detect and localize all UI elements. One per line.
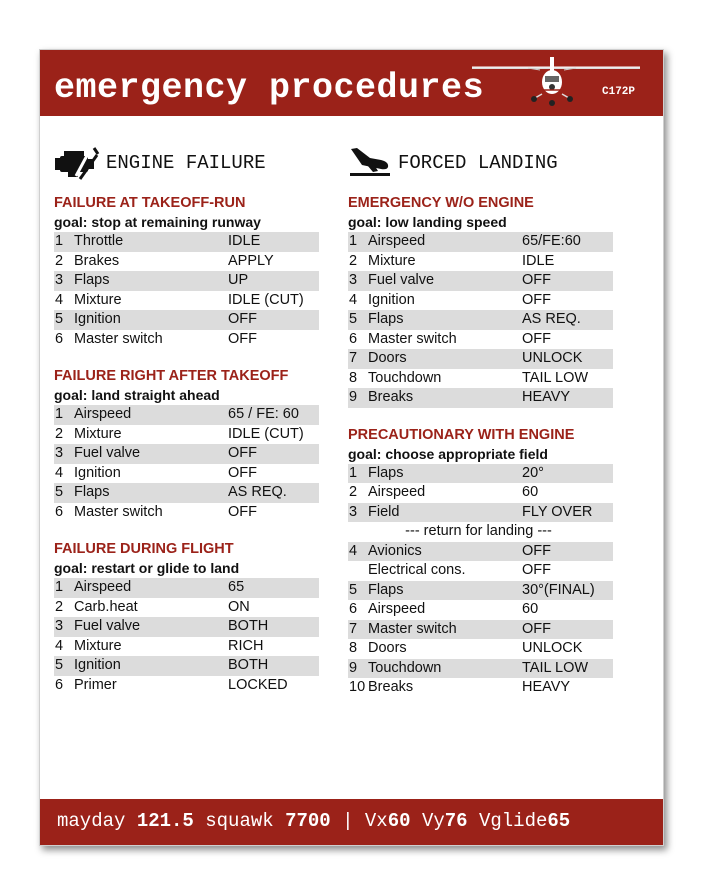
step-item: Electrical cons.: [368, 562, 466, 578]
step-item: Touchdown: [368, 659, 442, 676]
forced-landing-column: [348, 146, 613, 698]
checklist-row: [54, 676, 319, 696]
step-item: Airspeed: [368, 601, 426, 617]
step-item: Ignition: [74, 657, 121, 673]
step-number: 3: [349, 503, 358, 520]
checklist-row: [348, 561, 613, 581]
step-item: Ignition: [74, 464, 121, 481]
mayday-label: mayday: [57, 810, 126, 832]
step-number: 1: [55, 579, 64, 595]
checklist-row: [54, 232, 319, 252]
step-item: Ignition: [368, 291, 415, 308]
step-number: 9: [349, 389, 358, 405]
section-title: FAILURE RIGHT AFTER TAKEOFF: [54, 368, 289, 384]
step-action: 20°: [522, 464, 544, 481]
checklist-row: [54, 271, 319, 291]
step-action: APPLY: [228, 252, 274, 269]
procedure-section: [54, 540, 319, 695]
step-item: Doors: [368, 640, 407, 656]
procedure-section: [348, 426, 613, 698]
step-action: 60: [522, 484, 539, 500]
airplane-icon: [470, 54, 642, 110]
step-action: HEAVY: [522, 389, 571, 405]
step-number: 6: [349, 330, 358, 347]
step-action: UNLOCK: [522, 350, 583, 366]
checklist-row: [348, 232, 613, 252]
checklist-row: [348, 349, 613, 369]
vx-value: 60: [387, 810, 411, 832]
step-action: OFF: [522, 291, 551, 308]
step-item: Mixture: [74, 291, 122, 308]
checklist-row: [54, 310, 319, 330]
section-title: FAILURE AT TAKEOFF-RUN: [54, 195, 246, 211]
step-action: 30°(FINAL): [522, 581, 595, 598]
step-action: TAIL LOW: [522, 659, 589, 676]
step-item: Airspeed: [74, 579, 132, 595]
step-item: Primer: [74, 676, 117, 693]
section-goal: goal: land straight ahead: [54, 387, 220, 403]
step-number: 6: [349, 601, 358, 617]
step-number: 7: [349, 620, 358, 637]
footer-reference: [57, 810, 570, 832]
step-item: Field: [368, 503, 400, 520]
footer-divider: |: [342, 810, 354, 832]
step-item: Doors: [368, 350, 407, 366]
step-number: 1: [55, 406, 64, 422]
vx-label: Vx: [364, 810, 388, 832]
step-number: 4: [349, 291, 358, 308]
checklist-row: [348, 464, 613, 484]
section-title: FAILURE DURING FLIGHT: [54, 541, 234, 557]
checklist-row: [348, 310, 613, 330]
step-item: Master switch: [74, 330, 163, 347]
checklist-row: [54, 252, 319, 272]
checklist-row: [348, 542, 613, 562]
checklist-row: [348, 639, 613, 659]
emergency-card: [39, 49, 664, 846]
step-item: Mixture: [74, 425, 122, 442]
step-number: 8: [349, 369, 358, 386]
checklist-row: [54, 503, 319, 523]
checklist-row: [348, 600, 613, 620]
step-number: 10: [349, 679, 366, 695]
step-action: 65/FE:60: [522, 233, 581, 249]
step-action: TAIL LOW: [522, 369, 589, 386]
vglide-label: Vglide: [478, 810, 548, 832]
step-action: OFF: [228, 311, 257, 327]
checklist-row: [348, 581, 613, 601]
footer-bar: [40, 796, 663, 845]
step-action: BOTH: [228, 618, 269, 634]
step-number: 5: [55, 311, 64, 327]
step-number: 1: [349, 464, 358, 481]
step-number: 6: [55, 330, 64, 347]
checklist-row: [54, 425, 319, 445]
step-action: FLY OVER: [522, 503, 593, 520]
step-action: OFF: [522, 330, 551, 347]
forced-landing-title: FORCED LANDING: [398, 152, 558, 174]
step-item: Flaps: [74, 484, 110, 500]
step-action: AS REQ.: [228, 484, 287, 500]
procedure-section: [348, 194, 613, 408]
step-item: Mixture: [368, 252, 416, 269]
step-action: HEAVY: [522, 679, 571, 695]
step-item: Breaks: [368, 679, 414, 695]
mayday-frequency: 121.5: [136, 810, 194, 832]
step-item: Airspeed: [368, 233, 426, 249]
checklist-row: [54, 598, 319, 618]
step-action: OFF: [228, 503, 257, 520]
step-number: 2: [55, 598, 64, 615]
engine-failure-column: [54, 146, 319, 695]
section-goal: goal: stop at remaining runway: [54, 214, 261, 230]
step-number: 8: [349, 640, 358, 656]
checklist-row: [54, 291, 319, 311]
step-number: 2: [349, 484, 358, 500]
step-action: 65: [228, 579, 245, 595]
checklist-row: [348, 252, 613, 272]
step-action: ON: [228, 598, 250, 615]
step-action: IDLE (CUT): [228, 425, 304, 442]
checklist-row: [54, 656, 319, 676]
checklist-row: [54, 637, 319, 657]
step-item: Fuel valve: [368, 272, 435, 288]
aircraft-model: C172P: [602, 86, 636, 98]
step-action: AS REQ.: [522, 311, 581, 327]
step-item: Brakes: [74, 252, 120, 269]
step-item: Master switch: [368, 620, 457, 637]
squawk-code: 7700: [285, 810, 331, 832]
step-action: RICH: [228, 637, 264, 654]
step-item: Flaps: [368, 464, 404, 481]
step-item: Ignition: [74, 311, 121, 327]
step-item: Breaks: [368, 389, 414, 405]
squawk-label: squawk: [205, 810, 274, 832]
checklist-row: [54, 483, 319, 503]
step-number: 2: [349, 252, 358, 269]
step-number: 4: [55, 464, 64, 481]
step-number: 2: [55, 252, 64, 269]
checklist-row: [54, 464, 319, 484]
procedure-section: [54, 194, 319, 349]
step-number: 2: [55, 425, 64, 442]
step-item: Throttle: [74, 233, 124, 249]
step-item: Touchdown: [368, 369, 442, 386]
step-item: Flaps: [368, 311, 404, 327]
step-action: IDLE: [228, 233, 261, 249]
forced-landing-heading: [348, 146, 613, 182]
step-number: 7: [349, 350, 358, 366]
step-number: 4: [55, 637, 64, 654]
checklist-row: [54, 617, 319, 637]
step-number: 5: [349, 311, 358, 327]
step-action: BOTH: [228, 657, 269, 673]
step-action: IDLE: [522, 252, 555, 269]
engine-icon: [54, 146, 102, 180]
step-number: 3: [55, 618, 64, 634]
step-item: Master switch: [368, 330, 457, 347]
vy-value: 76: [444, 810, 468, 832]
step-item: Fuel valve: [74, 618, 141, 634]
step-action: 65 / FE: 60: [228, 406, 299, 422]
header-bar: [40, 50, 663, 119]
step-item: Avionics: [368, 542, 422, 559]
step-action: OFF: [228, 330, 257, 347]
step-item: Master switch: [74, 503, 163, 520]
landing-plane-icon: [348, 146, 390, 176]
checklist-row: [348, 291, 613, 311]
checklist-row: [54, 405, 319, 425]
step-item: Carb.heat: [74, 598, 138, 615]
section-goal: goal: restart or glide to land: [54, 560, 240, 576]
step-number: 3: [55, 272, 64, 288]
step-action: OFF: [522, 272, 551, 288]
checklist-row: [348, 330, 613, 350]
step-number: 4: [349, 542, 358, 559]
step-item: Airspeed: [368, 484, 426, 500]
step-number: 4: [55, 291, 64, 308]
section-title: PRECAUTIONARY WITH ENGINE: [348, 426, 575, 443]
checklist-row: [348, 678, 613, 698]
step-action: 60: [522, 601, 539, 617]
step-number: 5: [55, 484, 64, 500]
step-number: 5: [349, 581, 358, 598]
section-goal: goal: low landing speed: [348, 214, 507, 230]
vglide-value: 65: [547, 810, 571, 832]
engine-failure-title: ENGINE FAILURE: [106, 152, 266, 174]
checklist-row: [54, 444, 319, 464]
step-item: Airspeed: [74, 406, 132, 422]
step-action: OFF: [228, 464, 257, 481]
step-action: UP: [228, 272, 249, 288]
vy-label: Vy: [421, 810, 445, 832]
checklist-row: [348, 503, 613, 523]
step-number: 9: [349, 659, 358, 676]
step-number: 1: [349, 233, 358, 249]
engine-failure-heading: [54, 146, 319, 182]
step-number: 3: [349, 272, 358, 288]
checklist-separator: --- return for landing ---: [405, 523, 552, 539]
page-title: emergency procedures: [54, 68, 485, 108]
step-number: 1: [55, 233, 64, 249]
step-item: Flaps: [368, 581, 404, 598]
step-action: OFF: [228, 445, 257, 461]
step-action: IDLE (CUT): [228, 291, 304, 308]
checklist-row: [348, 659, 613, 679]
step-action: OFF: [522, 562, 551, 578]
section-title: EMERGENCY W/O ENGINE: [348, 195, 534, 211]
step-action: OFF: [522, 542, 551, 559]
step-action: UNLOCK: [522, 640, 583, 656]
checklist-row: [54, 578, 319, 598]
step-item: Fuel valve: [74, 445, 141, 461]
step-action: OFF: [522, 620, 551, 637]
step-item: Flaps: [74, 272, 110, 288]
checklist-row: [348, 483, 613, 503]
step-number: 6: [55, 503, 64, 520]
section-goal: goal: choose appropriate field: [348, 445, 548, 462]
checklist-row: [348, 388, 613, 408]
checklist-row: [54, 330, 319, 350]
procedure-section: [54, 367, 319, 522]
checklist-row: [348, 369, 613, 389]
step-action: LOCKED: [228, 676, 288, 693]
step-number: 5: [55, 657, 64, 673]
checklist-row: [348, 271, 613, 291]
step-number: 3: [55, 445, 64, 461]
step-item: Mixture: [74, 637, 122, 654]
step-number: 6: [55, 676, 64, 693]
checklist-row: [348, 620, 613, 640]
